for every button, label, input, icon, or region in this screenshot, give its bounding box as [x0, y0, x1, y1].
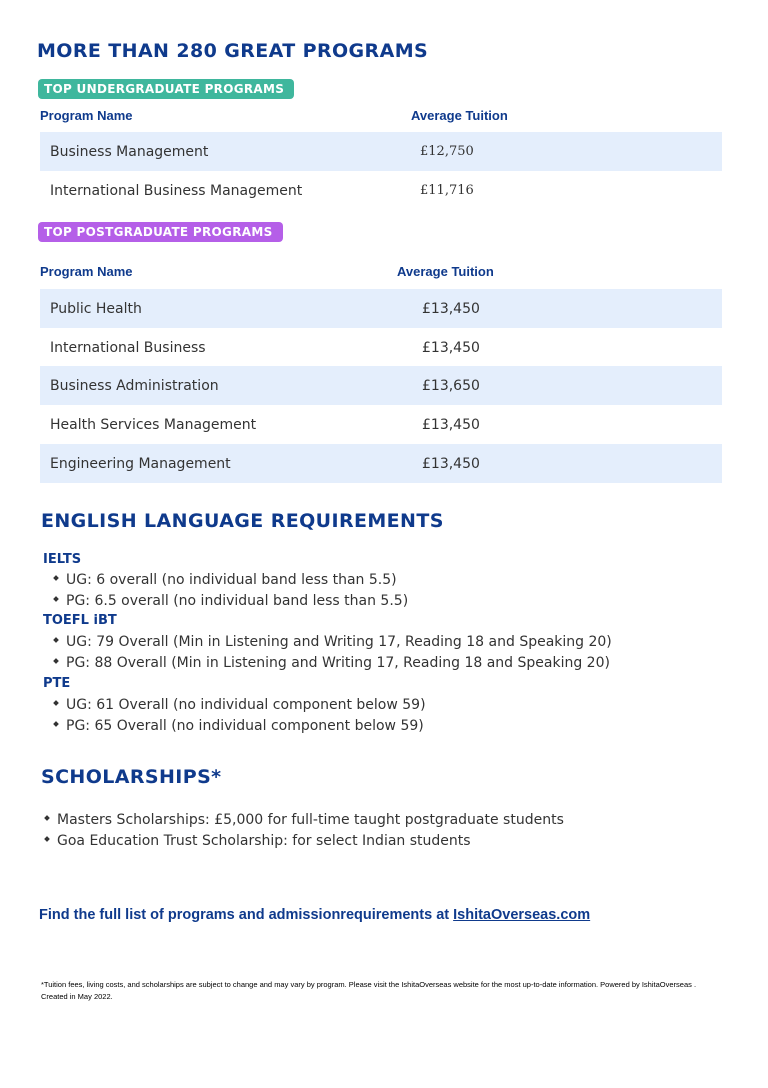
table-row — [40, 366, 722, 405]
disclaimer-line: Created in May 2022. — [41, 992, 113, 1001]
program-name: Health Services Management — [50, 416, 257, 433]
program-tuition: £13,450 — [422, 339, 480, 356]
program-tuition: £12,750 — [420, 144, 474, 159]
program-name: International Business Management — [50, 182, 303, 199]
program-tuition: £13,450 — [422, 416, 480, 433]
list-item-text: Goa Education Trust Scholarship: for select Indian students — [57, 833, 471, 849]
list-item — [45, 833, 471, 849]
bullet-icon — [44, 815, 50, 821]
list-item-text: Masters Scholarships: £5,000 for full-time taught postgraduate students — [57, 812, 564, 828]
bullet-icon — [53, 637, 59, 643]
footer-cta — [39, 907, 590, 923]
program-name: Business Administration — [50, 377, 219, 394]
undergraduate-badge: TOP UNDERGRADUATE PROGRAMS — [38, 79, 294, 99]
scholarships-heading: SCHOLARSHIPS* — [41, 766, 222, 788]
bullet-icon — [53, 721, 59, 727]
pg-col-tuition-header: Average Tuition — [397, 264, 494, 279]
bullet-icon — [53, 658, 59, 664]
table-row — [40, 405, 722, 444]
postgraduate-badge: TOP POSTGRADUATE PROGRAMS — [38, 222, 283, 242]
program-tuition: £13,450 — [422, 300, 480, 317]
list-item — [54, 634, 612, 650]
list-item-text: PG: 6.5 overall (no individual band less than 5.5) — [66, 593, 409, 609]
bullet-icon — [53, 700, 59, 706]
list-item-text: UG: 61 Overall (no individual component below 59) — [66, 697, 426, 713]
pg-col-program-header: Program Name — [40, 264, 133, 279]
program-name: Engineering Management — [50, 455, 231, 472]
page-title: MORE THAN 280 GREAT PROGRAMS — [37, 40, 429, 62]
program-name: International Business — [50, 339, 206, 356]
program-name: Business Management — [50, 143, 209, 160]
list-item-text: UG: 6 overall (no individual band less than 5.5) — [66, 572, 397, 588]
list-item-text: PG: 88 Overall (Min in Listening and Writing 17, Reading 18 and Speaking 20) — [66, 655, 610, 671]
table-row — [40, 444, 722, 483]
english-requirements-heading: ENGLISH LANGUAGE REQUIREMENTS — [41, 510, 444, 532]
bullet-icon — [53, 575, 59, 581]
bullet-icon — [44, 836, 50, 842]
test-name-pte: PTE — [43, 676, 71, 691]
disclaimer-line: *Tuition fees, living costs, and scholarships are subject to change and may vary by program. Please visit the IshitaOverseas website for the most up-to-date information. Powered by IshitaOverseas . — [41, 980, 697, 989]
list-item-text: UG: 79 Overall (Min in Listening and Writing 17, Reading 18 and Speaking 20) — [66, 634, 612, 650]
program-tuition: £13,450 — [422, 455, 480, 472]
program-tuition: £11,716 — [420, 183, 474, 198]
list-item — [54, 593, 408, 609]
table-row — [40, 132, 722, 171]
list-item — [54, 655, 610, 671]
list-item-text: PG: 65 Overall (no individual component below 59) — [66, 718, 424, 734]
disclaimer — [41, 979, 741, 1003]
bullet-icon — [53, 596, 59, 602]
list-item — [54, 572, 397, 588]
table-row — [40, 328, 722, 367]
website-link[interactable]: IshitaOverseas.com — [453, 907, 591, 923]
program-name: Public Health — [50, 300, 142, 317]
table-row — [40, 289, 722, 328]
footer-cta-text: Find the full list of programs and admissionrequirements at — [39, 907, 454, 923]
list-item — [45, 812, 564, 828]
list-item — [54, 697, 426, 713]
ug-col-tuition-header: Average Tuition — [411, 108, 508, 123]
program-tuition: £13,650 — [422, 377, 480, 394]
ug-col-program-header: Program Name — [40, 108, 133, 123]
test-name-toefl: TOEFL iBT — [43, 613, 117, 628]
table-row — [40, 171, 722, 210]
list-item — [54, 718, 424, 734]
test-name-ielts: IELTS — [43, 552, 82, 567]
